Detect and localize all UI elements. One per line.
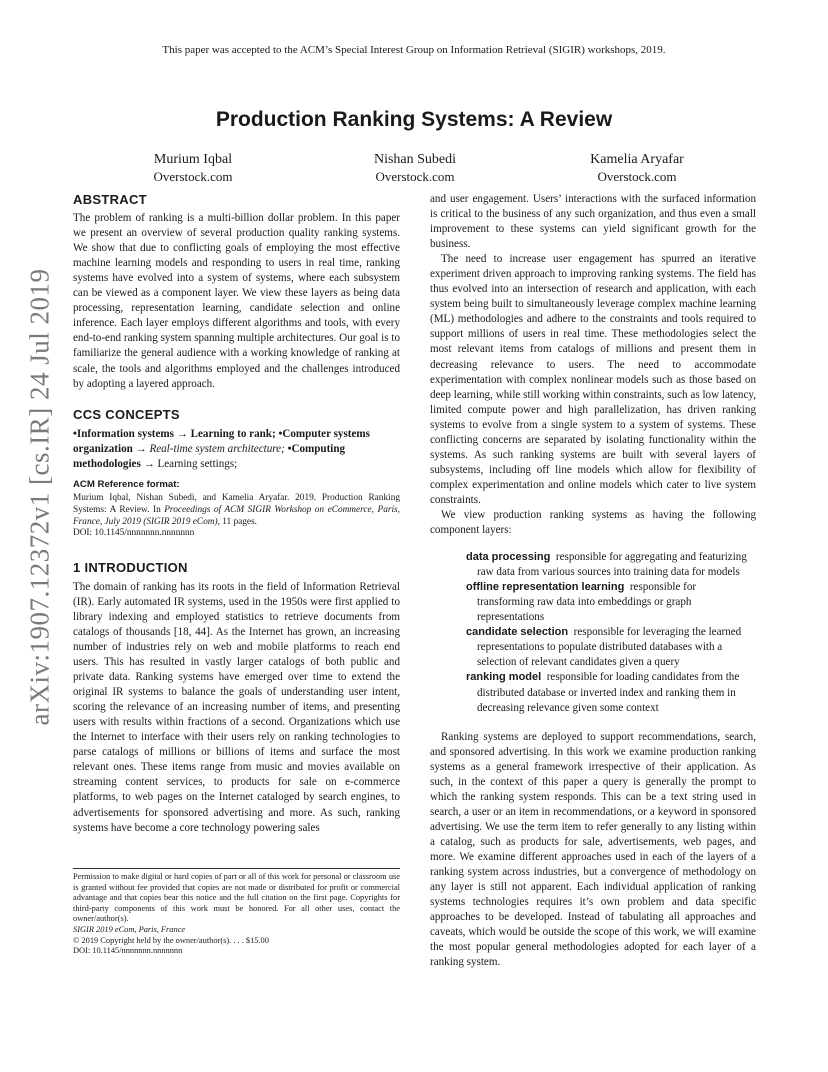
- ccs-heading: CCS CONCEPTS: [73, 406, 180, 422]
- author-1: [103, 151, 283, 185]
- abstract-text: The problem of ranking is a multi-billion dollar problem. In this paper we present an overview of several production quality ranking systems. We show that due to conflicting goals of employing the most effective machine learning models and responding to users in real time, ranking systems have evolved into a system of systems, where each subsystem can be viewed as a component layer. We view these layers as being data processing, representation learning, candidate selection and online inference. Each layer employs different algorithms and tools, with every end-to-end ranking system spanning multiple architectures. Our goal is to familiarize the general audience with a working knowledge of ranking at scale, the tools and algorithms employed and the challenges introduced by adopting a layered approach.: [73, 212, 400, 390]
- acm-reference: [73, 479, 400, 540]
- layer-item: [441, 550, 756, 580]
- layer-item: [441, 625, 756, 670]
- acm-reference-authors: Murium Iqbal, Nishan Subedi, and Kamelia Aryafar. 2019. Production Ranking Systems: A Review. In: [73, 493, 400, 515]
- layer-description: responsible for leveraging the learned representations to populate distributed databases with a selection of relevant candidates given a query: [477, 626, 742, 669]
- layer-term: data processing: [466, 551, 551, 564]
- ccs-concepts: [73, 427, 400, 472]
- right-paragraph-4: Ranking systems are deployed to support recommendations, search, and sponsored advertising. In this work we examine production ranking systems as a general framework irrespective of their application. As such, in the context of this paper a query is generally the prompt to which the ranking system responds. This can be a text string used in search, a user or an item in recommendations, or a keyword in sponsored advertising. We use the term item to refer generally to any listing within a catalog, such as products for sale, advertisements, web pages, and more. We examine different approaches used in each of the layers of a ranking system across industries, but a convergence of methodology on any layer is still not apparent. Each individual application of ranking systems technologies requires it’s own problem and data specific approaches to be developed. Instead of tabulating all approaches and caveats, which would be outside the scope of this work, we will examine the most popular general methodologies adopted for each layer of a ranking system.: [430, 730, 756, 969]
- author-affiliation: Overstock.com: [375, 169, 455, 184]
- layer-term: offline representation learning: [466, 581, 625, 594]
- right-paragraph-2: The need to increase user engagement has spurred an iterative experiment driven approach to improving ranking systems. The field has thus evolved into an intersection of research and application, with each system being built to simultaneously leverage complex machine learning (ML) methodologies and adhere to the constraints and tools required to support millions of users in real time. These methodologies select the most relevant items from catalogs of millions and present them in decreasing relevance to users. The need to accommodate experimentation with complex nonlinear models such as those based on deep learning, while still working within constraints, such as low latency, limited compute power and high parallelization, has driven ranking systems to evolve from a single system to a system of systems. These conflicting concerns are separated by isolating functionality within the systems. As such ranking systems are built with several layers of subsystems, including off line models which allow for flexibility of complex experimentation and online models which cater to live system constraints.: [430, 253, 756, 506]
- ccs-concept-3-sub: Learning settings;: [157, 457, 238, 470]
- paper-title: Production Ranking Systems: A Review: [215, 108, 613, 131]
- abstract-section: [73, 192, 400, 836]
- author-name: Kamelia Aryafar: [590, 152, 684, 167]
- intro-paragraph-1: The domain of ranking has its roots in the field of Information Retrieval (IR). Early automated IR systems, used in the 1950s were first applied to library indexing and employed statistics to retrieve documents from catalogs of thousands [18, 44]. As the Internet has grown, an increasing number of industries rely on web and mobile platforms to reach end users. This has resulted in vastly larger catalogs of both public and private data. Ranking systems have emerged over time to extend the original IR systems to balance the goals of understanding user intent, scoring the relevance of an increasing number of items, and presenting users with results within fractions of a second. Organizations which use the Internet to interface with their users rely on ranking technologies to parse catalogs of millions or billions of items and surface the most relevant ones. These items range from music and movies available on streaming content services, to products for sale on e-commerce platforms, to web pages on the Internet cataloged by search engines, to advertisements for sponsored advertising and more. As such, ranking systems have become a core technology powering sales: [73, 580, 400, 834]
- author-2: [325, 151, 505, 185]
- header-note: This paper was accepted to the ACM’s Special Interest Group on Information Retrieval (SIGIR) workshops, 2019.: [162, 44, 666, 56]
- right-column: [430, 192, 756, 970]
- footnote-rule: [73, 868, 400, 869]
- author-name: Murium Iqbal: [153, 152, 233, 167]
- acm-reference-venue: Proceedings of ACM SIGIR Workshop on eCommerce, Paris, France, July 2019 (SIGIR 2019 eCom),: [73, 504, 400, 527]
- layer-term: ranking model: [466, 671, 542, 684]
- author-name: Nishan Subedi: [373, 152, 457, 167]
- footnote-permission: Permission to make digital or hard copies of part or all of this work for personal or classroom use is granted without fee provided that copies are not made or distributed for profit or commercial advantage and that copies bear this notice and the full citation on the first page. Copyrights for third-party components of this work must be honored. For all other uses, contact the owner/author(s).: [73, 872, 400, 924]
- footnote: [73, 872, 400, 957]
- layer-term: candidate selection: [466, 626, 569, 639]
- right-paragraph-1: and user engagement. Users’ interactions with the surfaced information is critical to the business of any such organization, and thus even a small improvement to these systems can yield significant growth for the business.: [430, 193, 756, 251]
- footnote-venue: SIGIR 2019 eCom, Paris, France: [73, 924, 186, 934]
- ccs-concept-1: •Information systems → Learning to rank;: [73, 427, 276, 440]
- intro-heading: 1 INTRODUCTION: [73, 559, 188, 575]
- ccs-concept-2-sub: Real-time system architecture;: [149, 442, 285, 455]
- ccs-concept-2: •Computer systems organization →: [73, 427, 370, 455]
- layer-item: [441, 580, 756, 625]
- ccs-concept-3: •Computing methodologies →: [73, 442, 346, 470]
- footnote-copyright: © 2019 Copyright held by the owner/author(s). . . . $15.00: [73, 935, 269, 945]
- acm-reference-pages: 11 pages.: [219, 516, 257, 527]
- abstract-heading: ABSTRACT: [73, 192, 147, 207]
- layer-description: responsible for aggregating and featurizing raw data from various sources into training data for models: [477, 551, 747, 579]
- author-affiliation: Overstock.com: [153, 169, 233, 184]
- arxiv-stamp: arXiv:1907.12372v1 [cs.IR] 24 Jul 2019: [24, 268, 55, 726]
- author-affiliation: Overstock.com: [597, 169, 677, 184]
- layer-item: [441, 670, 756, 715]
- layer-description: responsible for transforming raw data into embeddings or graph representations: [477, 581, 697, 624]
- layer-description: responsible for loading candidates from the distributed database or inverted index and ranking them in decreasing relevance given some context: [477, 671, 740, 714]
- author-3: [547, 151, 727, 185]
- footnote-doi: DOI: 10.1145/nnnnnnn.nnnnnnn: [73, 946, 183, 956]
- layer-list: [430, 550, 756, 716]
- acm-reference-doi: DOI: 10.1145/nnnnnnn.nnnnnnn: [73, 528, 195, 539]
- right-paragraph-3: We view production ranking systems as having the following component layers:: [430, 508, 756, 537]
- acm-reference-heading: ACM Reference format:: [73, 478, 180, 490]
